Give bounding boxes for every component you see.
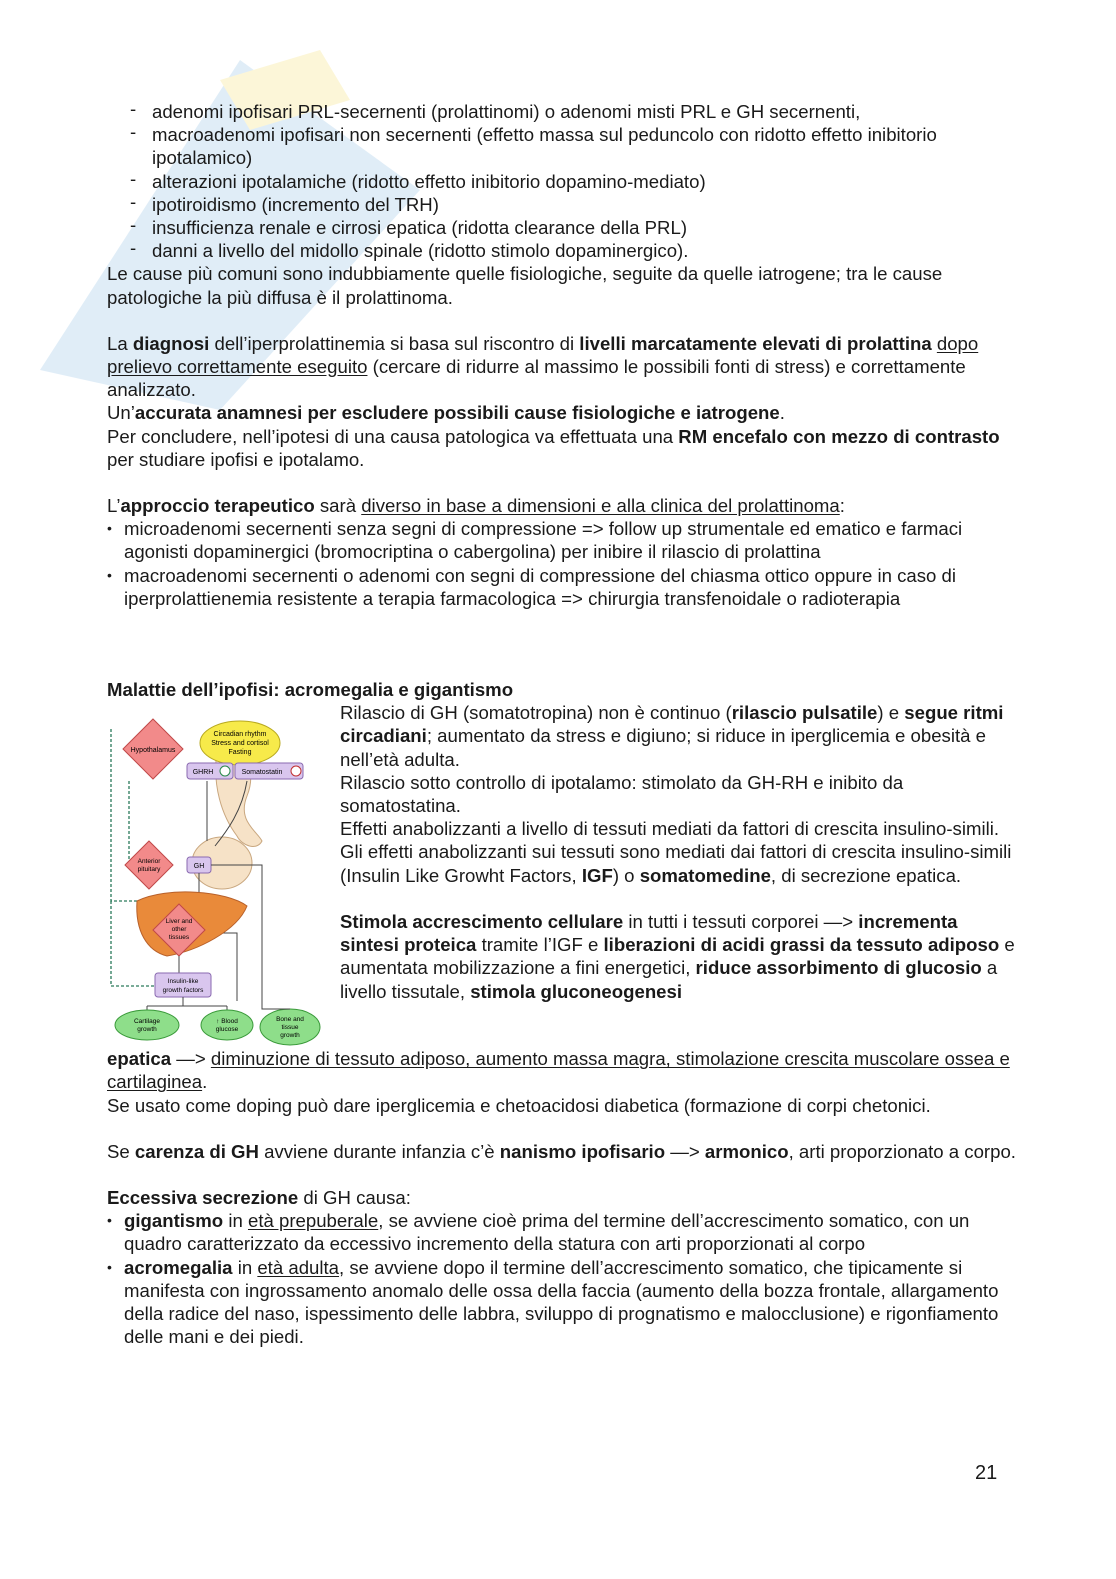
causes-summary: Le cause più comuni sono indubbiamente quelle fisiologiche, seguite da quelle iatrogene; tra le cause patologiche la più diffusa è il prolattinoma.: [107, 263, 943, 308]
gh-paragraph: Stimola accrescimento cellulare in tutti i tessuti corporei —> incrementa sintesi proteica tramite l’IGF e liberazioni di acidi grassi da tessuto adiposo e aumentata mobilizzazione a fini energetici, riduce assorbimento di glucosio a livello tissutale, stimola gluconeogenesi: [340, 910, 1015, 1002]
gh-paragraph: Effetti anabolizzanti a livello di tessuti mediati da fattori di crescita insulino-simili.: [340, 818, 999, 840]
rm-line: Per concludere, nell’ipotesi di una causa patologica va effettuata una RM encefalo con mezzo di contrasto per studiare ipofisi e ipotalamo.: [107, 425, 1000, 470]
hypothalamus-label: Hypothalamus: [130, 747, 176, 755]
anterior-label: Anterior: [137, 858, 161, 866]
carenza-line: Se carenza di GH avviene durante infanzia c’è nanismo ipofisario —> armonico, arti proporzionato a corpo.: [107, 1140, 1016, 1162]
liver-label: tissues: [168, 934, 190, 942]
eccesso-list: [107, 1209, 1017, 1348]
list-item: - ipotiroidismo (incremento del TRH): [152, 193, 1017, 216]
list-item: • gigantismo in età prepuberale, se avviene cioè prima del termine dell’accrescimento somatico, con un quadro caratterizzato da eccessivo incremento della statura con arti proporzionati al corpo: [124, 1209, 1017, 1255]
igf-label: Insulin-like: [167, 978, 199, 986]
list-item: • acromegalia in età adulta, se avviene dopo il termine dell’accrescimento somatico, che tipicamente si manifesta con ingrossamento anomalo delle ossa della faccia (aumento della bozza frontale, allargamento della radice del naso, ispessimento delle labbra, sviluppo di prognatismo e malocclusione) e rigonfiamento delle mani e dei piedi.: [124, 1256, 1017, 1349]
list-item: - adenomi ipofisari PRL-secernenti (prolattinomi) o adenomi misti PRL e GH secernenti,: [152, 100, 1017, 123]
blood-glucose-label: glucose: [215, 1026, 239, 1034]
terapia-list: [107, 517, 1017, 610]
bone-label: tissue: [281, 1024, 299, 1032]
gh-effects-line: epatica —> diminuzione di tessuto adiposo, aumento massa magra, stimolazione crescita muscolare ossea e cartilaginea.: [107, 1048, 1010, 1093]
doping-line: Se usato come doping può dare iperglicemia e chetoacidosi diabetica (formazione di corpi chetonici.: [107, 1094, 931, 1116]
liver-label: Liver and: [165, 918, 193, 926]
ghrh-label: GHRH: [192, 769, 214, 777]
terapia-intro: L’approccio terapeutico sarà diverso in base a dimensioni e alla clinica del prolattinoma:: [107, 495, 845, 517]
igf-label: growth factors: [162, 987, 204, 995]
causes-list: [107, 100, 1017, 262]
document-page: [107, 100, 1017, 1349]
list-item: - macroadenomi ipofisari non secernenti (effetto massa sul peduncolo con ridotto effetto inibitorio ipotalamico): [152, 123, 1017, 169]
circadian-label: Circadian rhythm: [213, 731, 267, 739]
gh-paragraph: Rilascio sotto controllo di ipotalamo: stimolato da GH-RH e inibito da somatostatina.: [340, 771, 904, 817]
gh-paragraph: Gli effetti anabolizzanti sui tessuti sono mediati dai fattori di crescita insulino-simili (Insulin Like Growht Factors, IGF) o somatomedine, di secrezione epatica.: [340, 841, 1012, 886]
bone-label: Bone and: [276, 1016, 304, 1024]
gh-text-block: [340, 701, 1017, 1047]
anterior-label: pituitary: [137, 866, 161, 874]
list-item: - alterazioni ipotalamiche (ridotto effetto inibitorio dopamino-mediato): [152, 170, 1017, 193]
circadian-label: Fasting: [228, 749, 252, 757]
cartilage-label: Cartilage: [133, 1018, 161, 1026]
somatostatin-label: Somatostatin: [241, 769, 283, 777]
diagnosi-paragraph: La diagnosi dell’iperprolattinemia si basa sul riscontro di livelli marcatamente elevati di prolattina dopo prelievo correttamente eseguito (cercare di ridurre al massimo le possibili fonti di stress) e correttamente analizzato.: [107, 332, 979, 401]
circadian-label: Stress and cortisol: [211, 740, 269, 748]
list-item: • macroadenomi secernenti o adenomi con segni di compressione del chiasma ottico oppure in caso di iperprolattienemia resistente a terapia farmacologica => chirurgia transfenoidale o radioterapia: [124, 564, 1017, 610]
liver-label: other: [171, 926, 187, 934]
list-item: - insufficienza renale e cirrosi epatica (ridotta clearance della PRL): [152, 216, 1017, 239]
page-number: 21: [975, 1462, 998, 1484]
blood-glucose-label: ↑ Blood: [216, 1018, 238, 1026]
cartilage-label: growth: [137, 1026, 157, 1034]
gh-label: GH: [193, 863, 205, 871]
list-item: - danni a livello del midollo spinale (ridotto stimolo dopaminergico).: [152, 239, 1017, 262]
eccesso-intro: Eccessiva secrezione di GH causa:: [107, 1187, 411, 1209]
gh-paragraph: Rilascio di GH (somatotropina) non è continuo (rilascio pulsatile) e segue ritmi circadiani; aumentato da stress e digiuno; si riduce in iperglicemia e obesità e nell’età adulta.: [340, 702, 1004, 770]
list-item: • microadenomi secernenti senza segni di compressione => follow up strumentale ed ematico e farmaci agonisti dopaminergici (bromocriptina o cabergolina) per inibire il rilascio di prolattina: [124, 517, 1017, 563]
anamnesi-line: Un’accurata anamnesi per escludere possibili cause fisiologiche e iatrogene.: [107, 402, 785, 424]
section-title: Malattie dell’ipofisi: acromegalia e gigantismo: [107, 679, 514, 701]
gh-regulation-diagram: [107, 701, 340, 1047]
bone-label: growth: [280, 1032, 300, 1040]
